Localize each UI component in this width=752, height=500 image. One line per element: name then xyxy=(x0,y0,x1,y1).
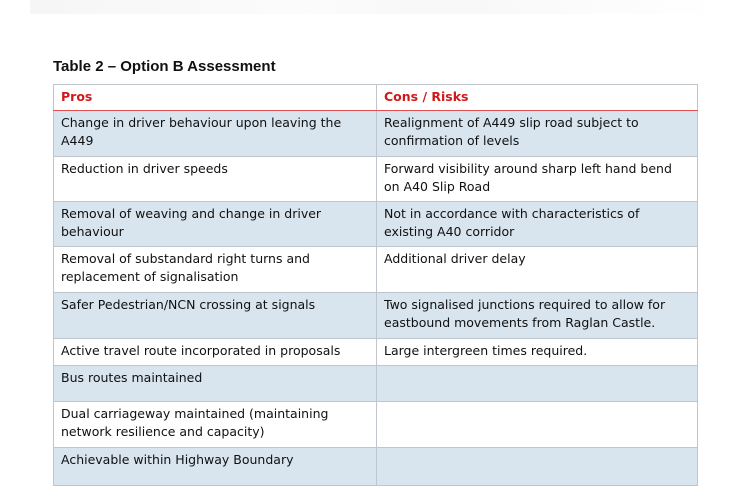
pros-cell: Bus routes maintained xyxy=(54,366,377,402)
pros-cell: Active travel route incorporated in proposals xyxy=(54,339,377,366)
table-row xyxy=(54,402,698,448)
pros-cell: Change in driver behaviour upon leaving the A449 xyxy=(54,111,377,157)
header-pros: Pros xyxy=(54,85,377,111)
header-cons: Cons / Risks xyxy=(377,85,698,111)
cons-cell xyxy=(377,366,698,402)
cons-cell xyxy=(377,448,698,486)
cons-cell: Not in accordance with characteristics of existing A40 corridor xyxy=(377,202,698,247)
table-header-row xyxy=(54,85,698,111)
cons-cell: Realignment of A449 slip road subject to confirmation of levels xyxy=(377,111,698,157)
pros-cell: Safer Pedestrian/NCN crossing at signals xyxy=(54,293,377,339)
assessment-table xyxy=(53,84,698,486)
pros-cell: Removal of weaving and change in driver behaviour xyxy=(54,202,377,247)
cons-cell: Additional driver delay xyxy=(377,247,698,293)
cons-cell: Forward visibility around sharp left hand bend on A40 Slip Road xyxy=(377,157,698,202)
cons-cell: Large intergreen times required. xyxy=(377,339,698,366)
table-row xyxy=(54,293,698,339)
pros-cell: Dual carriageway maintained (maintaining network resilience and capacity) xyxy=(54,402,377,448)
table-row xyxy=(54,202,698,247)
pros-cell: Reduction in driver speeds xyxy=(54,157,377,202)
table-row xyxy=(54,448,698,486)
table-row xyxy=(54,111,698,157)
table-row xyxy=(54,157,698,202)
table-row xyxy=(54,339,698,366)
pros-cell: Achievable within Highway Boundary xyxy=(54,448,377,486)
cons-cell: Two signalised junctions required to allow for eastbound movements from Raglan Castle. xyxy=(377,293,698,339)
pros-cell: Removal of substandard right turns and replacement of signalisation xyxy=(54,247,377,293)
table-row xyxy=(54,247,698,293)
table-title: Table 2 – Option B Assessment xyxy=(53,58,276,75)
header-decoration xyxy=(30,0,720,14)
table-row xyxy=(54,366,698,402)
cons-cell xyxy=(377,402,698,448)
